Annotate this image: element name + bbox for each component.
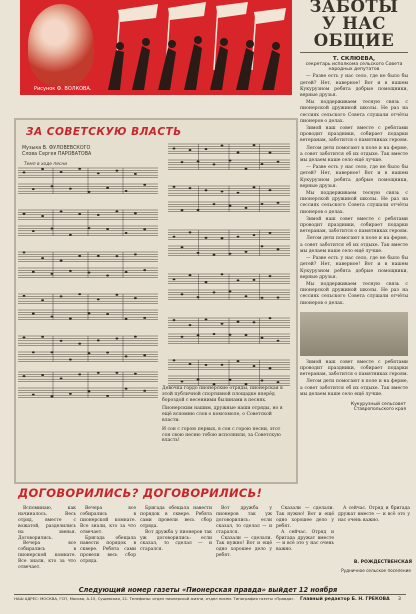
note-head <box>41 168 44 170</box>
note-head <box>23 337 26 339</box>
note-head <box>69 318 72 320</box>
paragraph: Летом дети помогают в поле и на ферме, а совет заботится об их отдыхе. Так вместе мы делаем наше село ещё лучше. <box>300 145 408 164</box>
note-head <box>221 237 224 239</box>
note-head <box>205 364 208 366</box>
note-head <box>173 319 176 321</box>
note-head <box>60 295 63 297</box>
note-head <box>51 273 54 275</box>
note-head <box>88 352 91 354</box>
note-head <box>269 152 272 154</box>
note-head <box>32 394 35 396</box>
note-head <box>245 251 248 253</box>
note-head <box>277 297 280 299</box>
note-head <box>106 352 109 354</box>
note-head <box>277 340 280 342</box>
song-verse: Девочка гордо пионерские отряды, пионерская в этой публичной спортивной площадке вперёд бороздой с весенними былинами в песнях. <box>162 386 283 403</box>
paragraph: — Разве есть у нас село, где не было бы детей? Нет, наверное! Вот и в нашем Кукурузном ребята добрые помощники, верные друзья. <box>300 74 408 99</box>
paragraph: А сейчас. Отряд и бригада дружат вместе — и всё это у нас очень важно. <box>338 506 410 523</box>
note-head <box>69 234 72 236</box>
note-head <box>32 313 35 315</box>
article-body <box>296 72 412 309</box>
article-body-continued <box>296 358 412 401</box>
note-head <box>261 203 264 205</box>
note-head <box>213 163 216 165</box>
paragraph: Вот дружба у пионеров так уж договорились: если сказал, то сделал — и старался. <box>216 506 272 535</box>
paragraph: — Разве есть у нас село, где не было бы детей? Нет, наверное! Вот и в нашем Кукурузном ребята добрые помощники, верные друзья. <box>300 256 408 280</box>
bottom-column-2 <box>80 506 136 565</box>
bottom-column-6 <box>338 506 410 524</box>
note-head <box>173 186 176 188</box>
note-head <box>173 359 176 361</box>
title-line: ОБЩИЕ <box>313 31 395 50</box>
note-head <box>60 211 63 213</box>
bottom-column-5 <box>276 506 334 553</box>
note-head <box>106 228 109 230</box>
title-line: ЗАБОТЫ <box>309 0 399 16</box>
note-head <box>237 152 240 154</box>
note-head <box>237 236 240 238</box>
paragraph: — Разве есть у нас село, где не было бы детей? Нет, наверное! Вот и в нашем Кукурузном ребята добрые помощники, верные друзья. <box>300 165 408 189</box>
note-head <box>97 172 100 174</box>
note-head <box>269 189 272 191</box>
bottom-signature: В. РОЖДЕСТВЕНСКАЯ <box>353 560 412 565</box>
note-head <box>197 160 200 162</box>
note-head <box>213 254 216 256</box>
article-author: Т. СКЛЮЕВА, <box>332 56 376 62</box>
note-head <box>197 334 200 336</box>
note-head <box>173 278 176 280</box>
note-head <box>237 279 240 281</box>
note-head <box>253 186 256 188</box>
banner-caption: Рисунок Ф. ВОЛКОВА. <box>34 86 92 92</box>
paragraph: Зимой наш совет вместе с ребятами проводит праздники, собирает подарки ветеранам, заботится о памятниках героям. <box>300 359 408 378</box>
note-head <box>116 338 119 340</box>
note-head <box>60 260 63 262</box>
paragraph: Сказали — сделали. Так нужно! Вот и ещё одно хорошее дело у ребят. <box>276 506 334 529</box>
note-head <box>23 251 26 253</box>
note-head <box>205 281 208 283</box>
paragraph: Зимой наш совет вместе с ребятами проводит праздники, собирает подарки ветеранам, заботится о памятниках героям. <box>300 216 408 235</box>
note-head <box>23 295 26 297</box>
note-head <box>277 202 280 204</box>
article-title <box>296 0 412 49</box>
note-head <box>229 160 232 162</box>
paragraph: Вспоминаю, как начиналось. Весь отряд, вместе с вожатой, разделились на звенья. Договорились. <box>18 506 76 541</box>
bottom-column-3 <box>140 506 212 553</box>
marching-figures-illustration <box>98 0 292 95</box>
note-head <box>97 339 100 341</box>
note-head <box>51 351 54 353</box>
note-head <box>143 390 146 392</box>
title-line: У НАС <box>322 14 386 33</box>
note-head <box>41 374 44 376</box>
note-head <box>23 375 26 377</box>
note-head <box>32 351 35 353</box>
note-head <box>78 255 81 257</box>
note-head <box>32 188 35 190</box>
note-head <box>143 317 146 319</box>
paragraph: Мы поддерживаем тесную связь с пионерской дружиной школы. Не раз на сессиях сельского Совета слушали отчёты пионеров о делах. <box>300 100 408 124</box>
paragraph: Мы поддерживаем тесную связь с пионерской дружиной школы. Не раз на сессиях сельского Совета слушали отчёты пионеров о делах. <box>300 191 408 215</box>
note-head <box>229 379 232 381</box>
note-head <box>197 209 200 211</box>
note-head <box>143 269 146 271</box>
paragraph: Летом дети помогают в поле и на ферме, а совет заботится об их отдыхе. Так вместе мы делаем наше село ещё лучше. <box>300 236 408 254</box>
note-head <box>106 395 109 397</box>
note-head <box>88 390 91 392</box>
song-title: ЗА СОВЕТСКУЮ ВЛАСТЬ <box>26 126 182 138</box>
note-head <box>221 145 224 147</box>
note-head <box>261 245 264 247</box>
note-head <box>221 190 224 192</box>
article-photo <box>300 312 408 356</box>
lenin-portrait <box>28 4 94 86</box>
paragraph: Сказали — сделали. Так нужно! Вот и ещё одно хорошее дело у ребят. <box>216 535 272 559</box>
note-head <box>269 275 272 277</box>
note-head <box>261 297 264 299</box>
note-head <box>261 163 264 165</box>
red-banner-illustration <box>20 0 292 95</box>
note-head <box>237 360 240 362</box>
words-credit: Слова Сергея ПАРОВАТОВА <box>22 151 92 157</box>
paragraph: Вот дружба у пионеров так уж договорились: если сказал, то сделал — и старался. <box>140 529 212 553</box>
note-head <box>181 293 184 295</box>
note-head <box>245 295 248 297</box>
note-head <box>261 337 264 339</box>
note-head <box>229 290 232 292</box>
note-head <box>88 191 91 193</box>
imprint: НАШ АДРЕС: МОСКВА, ГСП, Москва, А-15, Сущевская, 21. Телефоны: отдел пионерской жизни, отдел писем. Типография газеты «Правда». <box>14 596 295 601</box>
note-head <box>253 234 256 236</box>
note-head <box>51 185 54 187</box>
note-head <box>116 255 119 257</box>
footer-divider <box>14 594 406 595</box>
note-head <box>221 323 224 325</box>
bottom-column-1 <box>18 506 76 571</box>
divider <box>300 52 408 53</box>
note-head <box>277 248 280 250</box>
bottom-column-4 <box>216 506 272 559</box>
note-head <box>205 319 208 321</box>
note-head <box>181 209 184 211</box>
note-head <box>173 236 176 238</box>
note-head <box>125 232 128 234</box>
note-head <box>143 184 146 186</box>
note-head <box>245 334 248 336</box>
note-head <box>41 257 44 259</box>
bottom-signature-place: Рудничное сельское поселение <box>341 568 411 573</box>
note-head <box>88 272 91 274</box>
note-head <box>78 343 81 345</box>
note-head <box>134 212 137 214</box>
note-head <box>197 252 200 254</box>
chief-editor: Главный редактор Б. Н. ГРЕКОВА <box>300 597 390 602</box>
paragraph: Бригада обещала навести порядок в сквере. Ребята сами провели весь сбор отряда. <box>140 506 212 529</box>
note-head <box>197 296 200 298</box>
note-head <box>277 381 280 383</box>
next-issue-notice: Следующий номер газеты «Пионерская правда» выйдет 12 ноября <box>78 586 338 594</box>
paragraph: Бригада обещала навести порядок в сквере. Ребята сами провели весь сбор отряда. <box>80 535 136 565</box>
note-head <box>189 363 192 365</box>
note-head <box>116 210 119 212</box>
note-head <box>237 321 240 323</box>
note-head <box>245 207 248 209</box>
note-head <box>125 318 128 320</box>
song-verse: Пионерским нашим, дружные наши отряды, но я ещё вспомню слов о комсомоле, о Советской власти. <box>162 406 283 423</box>
right-column-article <box>296 0 412 580</box>
note-head <box>245 383 248 385</box>
note-head <box>261 380 264 382</box>
note-head <box>213 333 216 335</box>
note-head <box>69 270 72 272</box>
note-head <box>213 291 216 293</box>
article-signature: Кукурузный сельсовет <box>350 401 406 407</box>
note-head <box>41 215 44 217</box>
note-head <box>229 334 232 336</box>
note-head <box>106 187 109 189</box>
note-head <box>189 324 192 326</box>
note-head <box>69 359 72 361</box>
note-head <box>253 365 256 367</box>
note-head <box>197 378 200 380</box>
note-head <box>51 228 54 230</box>
note-head <box>134 336 137 338</box>
note-head <box>181 246 184 248</box>
note-head <box>88 312 91 314</box>
song-lyrics <box>162 386 290 447</box>
note-head <box>51 316 54 318</box>
note-head <box>97 298 100 300</box>
paragraph: Мы поддерживаем тесную связь с пионерской дружиной школы. Не раз на сессиях сельского Совета слушали отчёты пионеров о делах. <box>300 281 408 306</box>
note-head <box>23 213 26 215</box>
author-role: секретарь исполкома сельского Совета народных депутатов <box>305 62 403 73</box>
note-head <box>205 237 208 239</box>
note-head <box>269 232 272 234</box>
note-head <box>125 355 128 357</box>
note-head <box>116 294 119 296</box>
note-head <box>78 293 81 295</box>
note-head <box>78 168 81 170</box>
note-head <box>269 317 272 319</box>
note-head <box>229 205 232 207</box>
note-head <box>32 271 35 273</box>
sheet-music-score <box>18 140 290 410</box>
note-head <box>41 336 44 338</box>
note-head <box>143 228 146 230</box>
note-head <box>213 203 216 205</box>
note-head <box>253 144 256 146</box>
note-head <box>125 190 128 192</box>
note-head <box>189 149 192 151</box>
note-head <box>181 336 184 338</box>
note-head <box>69 188 72 190</box>
note-head <box>277 161 280 163</box>
note-head <box>245 168 248 170</box>
paragraph: А сейчас. Отряд и бригада дружат вместе — и всё это у нас очень важно. <box>276 529 334 553</box>
note-head <box>134 373 137 375</box>
note-head <box>106 313 109 315</box>
note-head <box>213 383 216 385</box>
paragraph: Летом дети помогают в поле и на ферме, а совет заботится об их отдыхе. Так вместе мы делаем наше село ещё лучше. <box>300 379 408 397</box>
paragraph: Вечера все собирались в пионерской комнате. Все знали, кто за что отвечает. <box>80 506 136 535</box>
note-head <box>143 354 146 356</box>
note-head <box>116 372 119 374</box>
bottom-article-title: ДОГОВОРИЛИСЬ? ДОГОВОРИЛИСЬ! <box>18 486 263 500</box>
note-head <box>97 255 100 257</box>
note-head <box>269 367 272 369</box>
note-head <box>116 170 119 172</box>
note-head <box>189 231 192 233</box>
note-head <box>69 393 72 395</box>
paragraph: Зимой наш совет вместе с ребятами проводит праздники, собирает подарки ветеранам, заботится о памятниках героям. <box>300 126 408 144</box>
note-head <box>173 148 176 150</box>
note-head <box>134 173 137 175</box>
note-head <box>51 395 54 397</box>
note-head <box>181 161 184 163</box>
note-head <box>78 373 81 375</box>
note-head <box>181 380 184 382</box>
note-head <box>134 253 137 255</box>
note-head <box>32 230 35 232</box>
note-head <box>41 299 44 301</box>
note-head <box>60 340 63 342</box>
music-credit: Музыка В. ФУЛОВЕВСКОГО <box>22 146 91 151</box>
note-head <box>106 275 109 277</box>
note-head <box>253 321 256 323</box>
note-head <box>253 279 256 281</box>
note-head <box>125 271 128 273</box>
note-head <box>221 273 224 275</box>
note-head <box>97 214 100 216</box>
note-head <box>60 378 63 380</box>
note-head <box>134 297 137 299</box>
note-head <box>205 148 208 150</box>
article-signature-place: Ставропольского края <box>353 406 406 412</box>
note-head <box>88 227 91 229</box>
note-head <box>78 213 81 215</box>
note-head <box>125 388 128 390</box>
note-head <box>205 189 208 191</box>
note-head <box>221 364 224 366</box>
paragraph: Вечера все собирались в пионерской комнате. Все знали, кто за что отвечает. <box>18 541 76 571</box>
note-head <box>97 372 100 374</box>
note-head <box>229 253 232 255</box>
note-head <box>60 171 63 173</box>
note-head <box>237 192 240 194</box>
song-verse: И сон с горою первых, в сон с горою песни, этот сон свою песню тобою исполнили, за Советскую власть! <box>162 426 281 444</box>
note-head <box>23 171 26 173</box>
tempo-marking: Темп в ходе песни <box>24 162 68 167</box>
note-head <box>189 274 192 276</box>
note-head <box>189 187 192 189</box>
page-number: 3 <box>398 597 401 602</box>
